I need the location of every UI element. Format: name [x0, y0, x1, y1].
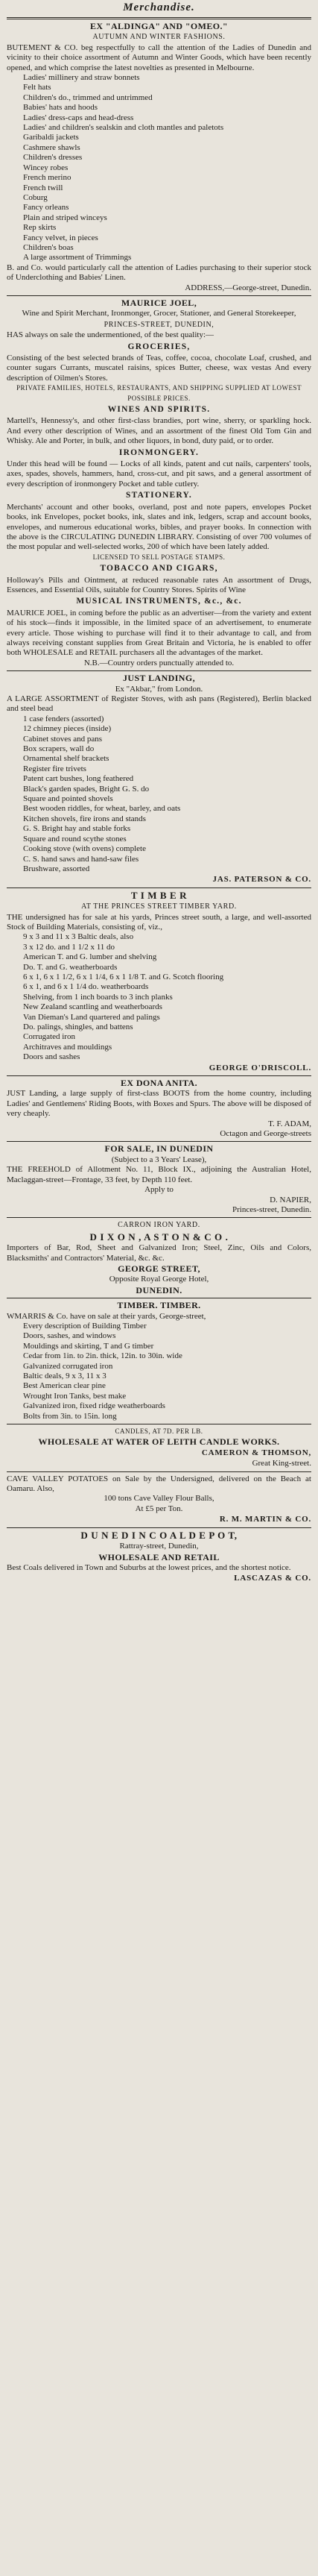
ad-apply: Apply to — [144, 1185, 174, 1195]
list-item: Wrought Iron Tanks, best make — [23, 1391, 127, 1401]
ad-street: PRINCES-STREET, DUNEDIN, — [104, 320, 214, 329]
divider — [7, 1471, 311, 1472]
list-item: Baltic deals, 9 x 3, 11 x 3 — [23, 1372, 106, 1380]
ad-potatoes — [7, 1474, 311, 1525]
list-item: Kitchen shovels, fire irons and stands — [23, 814, 146, 823]
ad-signature: T. F. ADAM, — [268, 1119, 311, 1128]
ad-signature: GEORGE O'DRISCOLL. — [209, 1063, 311, 1072]
section-text: Holloway's Pills and Ointment, at reduced reasonable rates An assortment of Drugs, Essences, and Essential Oils, suitable for Country Stores. Spirits of Wine — [7, 575, 311, 594]
list-item: Cedar from 1in. to 2in. thick, 12in. to 30in. wide — [23, 1351, 182, 1361]
item-list — [7, 73, 311, 263]
list-item: American T. and G. lumber and shelving — [23, 952, 157, 962]
list-item: Garibaldi jackets — [23, 133, 79, 142]
ad-town: DUNEDIN. — [136, 1284, 182, 1295]
list-item: French twill — [23, 183, 63, 192]
ad-text: Importers of Bar, Rod, Sheet and Galvanized Iron; Steel, Zinc, Oils and Colors, Blacksmiths' and Contractors' Material, &c. &c. — [7, 1243, 311, 1263]
ad-address: Princes-street, Dunedin. — [232, 1204, 311, 1214]
section-title: PRIVATE FAMILIES, HOTELS, RESTAURANTS, AND SHIPPING SUPPLIED AT LOWEST POSSIBLE PRICES. — [16, 384, 302, 402]
ad-intro: A LARGE ASSORTMENT of Register Stoves, with ash pans (Registered), Berlin blacked and steel bead — [7, 694, 311, 714]
ad-price: At £5 per Ton. — [135, 1504, 183, 1513]
ad-subheading: AUTUMN AND WINTER FASHIONS. — [92, 33, 226, 42]
section-title: MUSICAL INSTRUMENTS, &c., &c. — [76, 597, 242, 606]
ad-heading: D U N E D I N C O A L D E P O T, — [80, 1529, 238, 1541]
list-item: Mouldings and skirting, T and G timber — [23, 1341, 154, 1351]
list-item: Ornamental shelf brackets — [23, 754, 109, 764]
ad-intro: HAS always on sale the undermentioned, of the best quality:— — [7, 330, 214, 340]
ad-tagline: CANDLES, AT 7D. PER LB. — [115, 1427, 203, 1436]
list-item: C. S. hand saws and hand-saw files — [23, 854, 139, 864]
newspaper-column — [7, 0, 311, 1584]
list-item: Square and pointed shovels — [23, 794, 113, 804]
ad-text: Best Coals delivered in Town and Suburbs at the lowest prices, and the shortest notice. — [7, 1562, 291, 1572]
list-item: 9 x 3 and 11 x 3 Baltic deals, also — [23, 932, 134, 942]
list-item: Children's boas — [23, 242, 74, 252]
list-item: New Zealand scantling and weatherboards — [23, 1002, 162, 1012]
list-item: Children's do., trimmed and untrimmed — [23, 92, 153, 102]
list-item: Felt hats — [23, 83, 51, 92]
list-item: 12 chimney pieces (inside) — [23, 724, 112, 734]
list-item: Fancy orleans — [23, 203, 69, 213]
divider — [7, 17, 311, 19]
list-item: Doors and sashes — [23, 1052, 80, 1062]
section-title: STATIONERY. — [126, 491, 192, 500]
ad-subheading: 100 tons Cave Valley Flour Balls, — [104, 1494, 214, 1504]
list-item: Do. T. and G. weatherboards — [23, 962, 118, 972]
divider — [7, 670, 311, 671]
ad-closing: B. and Co. would particularly call the attention of Ladies purchasing to their superior stock of Underclothing and Babies' Linen. — [7, 263, 311, 283]
ad-heading: T I M B E R — [130, 889, 188, 901]
divider — [7, 1527, 311, 1528]
ad-intro: BUTEMENT & CO. beg respectfully to call the attention of the Ladies of Dunedin and vicinity to their choice assortment of Autumn and Winter Goods, which have been recently opened, and which comprise the latest novelties as presented in Melbourne. — [7, 43, 311, 72]
ad-text: THE FREEHOLD of Allotment No. 11, Block IX., adjoining the Australian Hotel, Maclaggan-street—Frontage, 33 feet, by Depth 110 feet. — [7, 1165, 311, 1184]
ad-heading: FOR SALE, IN DUNEDIN — [104, 1143, 214, 1155]
ad-subheading: (Subject to a 3 Years' Lease), — [111, 1155, 207, 1164]
ad-subheading: Wine and Spirit Merchant, Ironmonger, Grocer, Stationer, and General Storekeeper, — [22, 309, 296, 318]
list-item: Bolts from 3in. to 15in. long — [23, 1411, 117, 1421]
list-item: Galvanized iron, fixed ridge weatherboards — [23, 1401, 165, 1411]
section-text: Martell's, Hennessy's, and other first-class brandies, port wine, sherry, or sparkling hock. And every other description of Wines, and an assortment of the finest Old Tom Gin and Whisky. Ale and Porter, in bulk, and other liquors, in bond, duty paid, or to order. — [7, 416, 311, 446]
list-item: Box scrapers, wall do — [23, 744, 95, 754]
list-item: Black's garden spades, Bright G. S. do — [23, 784, 150, 794]
ad-text: JUST Landing, a large supply of first-class BOOTS from the home country, including Ladies' and Gentlemens' Riding Boots, with Boxes and Spurs. The above will be disposed of very cheaply. — [7, 1089, 311, 1119]
list-item: Best wooden riddles, for wheat, barley, and oats — [23, 804, 181, 814]
list-item: 3 x 12 do. and 1 1/2 x 11 do — [23, 942, 115, 952]
ad-paterson — [7, 673, 311, 885]
ad-signature: R. M. MARTIN & CO. — [219, 1515, 311, 1524]
ad-heading: TIMBER. TIMBER. — [117, 1300, 201, 1311]
ad-napier — [7, 1144, 311, 1215]
ad-signature: D. NAPIER, — [270, 1195, 311, 1204]
list-item: Shelving, from 1 inch boards to 3 inch planks — [23, 992, 173, 1002]
ad-signature: JAS. PATERSON & CO. — [212, 875, 311, 885]
ad-name: D I X O N , A S T O N & C O . — [89, 1231, 229, 1243]
section-title: TOBACCO AND CIGARS, — [100, 564, 218, 574]
list-item: Van Dieman's Land quartered and palings — [23, 1012, 160, 1022]
list-item: Best American clear pine — [23, 1381, 106, 1391]
list-item: Cashmere shawls — [23, 142, 80, 152]
ad-opposite: Opposite Royal George Hotel, — [109, 1275, 209, 1284]
ad-heading: MAURICE JOEL, — [121, 297, 197, 308]
list-item: Every description of Building Timber — [23, 1321, 147, 1331]
list-item: Plain and striped winceys — [23, 213, 107, 222]
list-item: 6 x 1, and 6 x 1 1/4 do. weatherboards — [23, 982, 149, 992]
list-item: Children's dresses — [23, 153, 83, 163]
list-item: Ladies' and children's sealskin and cloth mantles and paletots — [23, 123, 224, 133]
ad-subheading: AT THE PRINCES STREET TIMBER YARD. — [81, 902, 237, 911]
section-header: Merchandise. — [123, 1, 195, 13]
ad-signature: LASCAZAS & CO. — [234, 1574, 311, 1583]
list-item: A large assortment of Trimmings — [23, 253, 132, 263]
ad-address: ADDRESS,—George-street, Dunedin. — [185, 283, 311, 292]
list-item: Cabinet stoves and pans — [23, 734, 103, 744]
list-item: Ladies' dress-caps and head-dress — [23, 113, 134, 122]
ad-butement — [7, 22, 311, 293]
list-item: Register fire trivets — [23, 764, 86, 773]
list-item: Doors, sashes, and windows — [23, 1331, 116, 1341]
list-item: Corrugated iron — [23, 1032, 75, 1042]
list-item: Galvanized corrugated iron — [23, 1361, 113, 1371]
section-text: Under this head will be found — Locks of all kinds, patent and cut nails, carpenters' tools, axes, spades, shovels, hammers, hand, cross-cut, and pit saws, and a general assortment of every description of ironmongery Pocket and table cutlery. — [7, 459, 311, 489]
ad-subheading: Rattray-street, Dunedin, — [119, 1542, 199, 1551]
divider — [7, 1141, 311, 1142]
list-item: Cooking stove (with ovens) complete — [23, 844, 146, 854]
list-item: Wincey robes — [23, 163, 69, 172]
list-item: Ladies' millinery and straw bonnets — [23, 73, 140, 83]
ad-intro: THE undersigned has for sale at his yards, Princes street south, a large, and well-assorted Stock of Building Materials, consisting of, viz., — [7, 912, 311, 932]
ad-address: Octagon and George-streets — [220, 1129, 311, 1139]
ad-coal — [7, 1530, 311, 1584]
list-item: Square and round scythe stones — [23, 834, 127, 844]
ad-dixon — [7, 1220, 311, 1295]
ad-odriscoll — [7, 890, 311, 1073]
list-item: Fancy velvet, in pieces — [23, 233, 98, 242]
divider — [7, 1075, 311, 1076]
ad-heading: CARRON IRON YARD. — [118, 1221, 200, 1230]
list-item: Babies' hats and hoods — [23, 103, 98, 113]
section-text: Merchants' account and other books, overland, post and note papers, envelopes Pocket books, ink Envelopes, pocket books, ink, slates and ink, ledgers, scrap and account books, envelopes, and numerous educational works, bibles, and prayer books. In connection with the above is the CIRCULATING DUNEDIN LIBRARY. Consisting of over 700 volumes of the most popular and well-selected works, 200 of which have been lately added. — [7, 502, 311, 552]
ad-heading: WHOLESALE AT WATER OF LEITH CANDLE WORKS. — [38, 1436, 280, 1448]
divider — [7, 295, 311, 296]
ad-closing: MAURICE JOEL, in coming before the public as an advertiser—from the variety and extent of his stock—finds it impossible, in the limited space of an advertisement, to enumerate every article. Those wishing to purchase will find it to their advantage to call, and from always receiving constant supplies from Great Britain and Victoria, he is enabled to offer both WHOLESALE and RETAIL purchasers all the advantages of the market. — [7, 608, 311, 658]
list-item: Rep skirts — [23, 223, 57, 233]
ad-text: CAVE VALLEY POTATOES on Sale by the Undersigned, delivered on the Beach at Oamaru. Also, — [7, 1474, 311, 1494]
ad-note: N.B.—Country orders punctually attended to. — [83, 658, 235, 667]
list-item: Patent cart bushes, long feathered — [23, 774, 134, 784]
list-item: Do. palings, shingles, and battens — [23, 1022, 133, 1031]
list-item: 1 case fenders (assorted) — [23, 714, 104, 723]
section-title: IRONMONGERY. — [118, 447, 200, 457]
ad-heading: EX DONA ANITA. — [120, 1078, 198, 1089]
list-item: G. S. Bright hay and stable forks — [23, 824, 131, 834]
ad-line: WHOLESALE AND RETAIL — [98, 1551, 220, 1562]
ad-signature: CAMERON & THOMSON, — [201, 1448, 311, 1457]
list-item: 6 x 1, 6 x 1 1/2, 6 x 1 1/4, 6 x 1 1/8 T. and G. Scotch flooring — [23, 972, 224, 981]
ad-address: Great King-street. — [252, 1459, 311, 1468]
ad-heading: EX "ALDINGA" AND "OMEO." — [90, 21, 228, 31]
divider — [7, 1217, 311, 1218]
ad-maurice-joel — [7, 298, 311, 668]
ad-heading: JUST LANDING, — [123, 673, 195, 684]
ad-street: GEORGE STREET, — [118, 1263, 200, 1274]
list-item: Coburg — [23, 192, 48, 202]
section-title: GROCERIES, — [127, 342, 191, 351]
ad-subheading: Ex "Akbar," from London. — [115, 684, 203, 694]
section-title: LICENSED TO SELL POSTAGE STAMPS. — [92, 553, 226, 561]
ad-adam — [7, 1078, 311, 1139]
section-title: WINES AND SPIRITS. — [107, 405, 211, 415]
ad-intro: WMARRIS & Co. have on sale at their yards, George-street, — [7, 1311, 206, 1321]
ad-marris — [7, 1301, 311, 1421]
list-item: Brushware, assorted — [23, 864, 90, 873]
list-item: French merino — [23, 173, 71, 183]
ad-candles — [7, 1427, 311, 1469]
list-item: Architraves and mouldings — [23, 1042, 112, 1052]
section-text: Consisting of the best selected brands of Teas, coffee, cocoa, chocolate Loaf, crushed, and counter sugars Currants, muscatel raisins, spices Butter, cheese, wax vestas And every description of Oilmen's Stores. — [7, 354, 311, 383]
